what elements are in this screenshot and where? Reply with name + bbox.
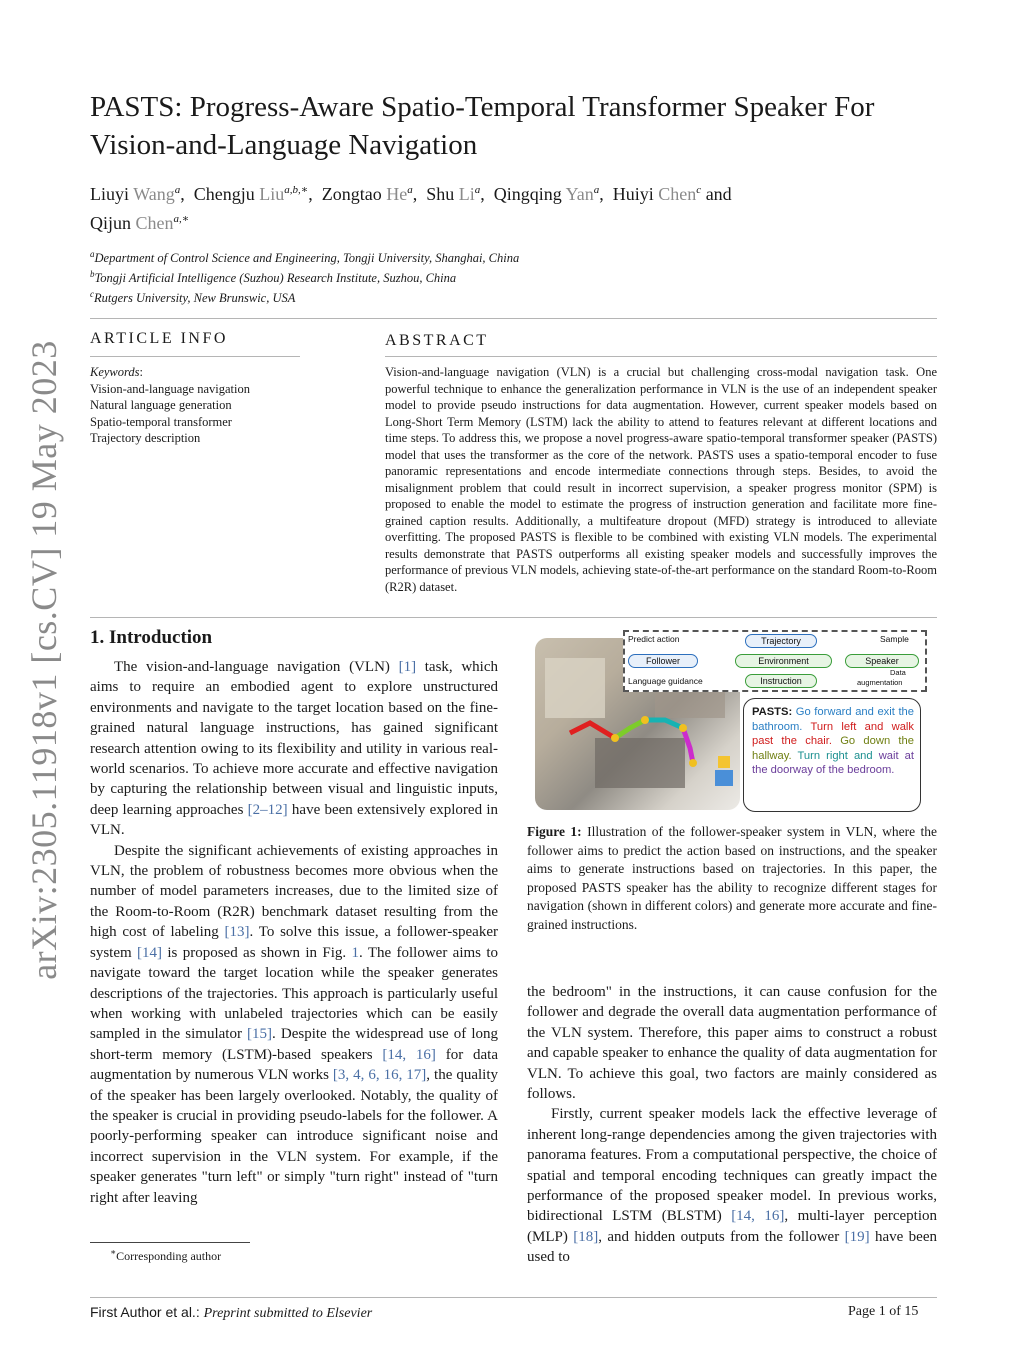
citation-link[interactable]: [1] — [398, 659, 417, 675]
citation-link[interactable]: [19] — [844, 1228, 870, 1245]
keyword: Natural language generation — [90, 398, 232, 412]
affiliation: $^b$Tongji Artificial Intelligence (Suzhou) Research Institute, Suzhou, China — [90, 269, 457, 286]
paragraph: Despite the significant achievements of existing approaches in VLN, the problem of robustness becomes more obvious when the number of model parameters increases, due to the limited size of the Room-to-Room (R2R) benchmark dataset resulting from the high cost of labeling [13]. To solve this issue, a follower-speaker system [14] is proposed as shown in Fig. 1. The follower aims to navigate toward the target location while the speaker generates descriptions of the trajectories. This approach is particularly useful when working with unlabeled trajectories which can be easily sampled in the simulator [15]. Despite the widespread use of long short-term memory (LSTM)-based speakers [14, 16] for data augmentation by numerous VLN works [3, 4, 6, 16, 17], the quality of the speaker has been largely overlooked. Notably, the quality of the speaker is crucial in providing pseudo-labels for the follower. A poorly-performing speaker can introduce significant noise and incorrect supervision in the VLN system. For example, if the speaker generates "turn left" or simply "turn right" instead of "turn right after leaving — [90, 842, 499, 1206]
figure-link[interactable]: 1 — [351, 944, 360, 961]
node-trajectory: Trajectory — [745, 634, 817, 648]
section-title: 1. Introduction — [90, 627, 213, 648]
follower-speaker-diagram — [623, 630, 927, 692]
citation-link[interactable]: [2–12] — [247, 801, 288, 818]
node-speaker: Speaker — [845, 654, 919, 668]
paragraph: the bedroom" in the instructions, it can cause confusion for the follower and degrade the overall data augmentation performance of the VLN system. Therefore, this paper aims to construct a robust and capable speaker to enhance the quality of data augmentation for VLN. To achieve this goal, two factors are mainly considered as follows. — [527, 984, 937, 1103]
keyword: Trajectory description — [90, 431, 201, 445]
author: Zongtao He$^a$ — [321, 184, 413, 204]
author: Huiyi Chen$^c$ — [612, 184, 702, 204]
author: Chengju Liu$^{a,b,∗}$ — [193, 184, 309, 204]
citation-link[interactable]: [14] — [137, 944, 163, 961]
keyword: Vision-and-language navigation — [90, 381, 250, 396]
page-number: Page 1 of 15 — [848, 1304, 919, 1319]
citation-link[interactable]: [3, 4, 6, 16, 17] — [332, 1067, 427, 1084]
citation-link[interactable]: [14, 16] — [382, 1046, 436, 1063]
author: Liuyi Wang$^a$ — [90, 184, 181, 204]
label-predict-action: Predict action — [628, 634, 680, 644]
node-instruction: Instruction — [745, 674, 817, 688]
paragraph: The vision-and-language navigation (VLN) [1] task, which aims to require an embodied agent to explore unstructured environments and navigate to the target location based on the fine-grained natural language instructions, has gained significant research attention owing to its flexibility and utility in various real-world scenarios. To achieve more accurate and effective navigation by capturing the relationship between visual and linguistic inputs, deep learning approaches [2–12] have been extensively explored in VLN. — [90, 659, 498, 839]
generated-instruction: PASTS: Go forward and exit the bathroom. Turn left and walk past the chair. Go down the hallway. Turn right and wait at the doorway of the bedroom. — [752, 706, 915, 776]
figure-1 — [535, 628, 940, 811]
abstract-heading: ABSTRACT — [385, 332, 489, 349]
paper-title: PASTS: Progress-Aware Spatio-Temporal Transformer Speaker For Vision-and-Language Navigation — [90, 91, 875, 161]
divider — [90, 617, 937, 618]
citation-link[interactable]: [14, 16] — [731, 1208, 785, 1225]
affiliation: $^a$Department of Control Science and Engineering, Tongji University, Shanghai, China — [90, 249, 520, 266]
paragraph: Firstly, current speaker models lack the effective leverage of inherent long-range dependencies among the given trajectories with panorama features. From a computational perspective, the choice of spatial and temporal encoding techniques can greatly impact the performance of the proposed speaker model. In previous works, bidirectional LSTM (BLSTM) [14, 16], multi-layer perception (MLP) [18], and hidden outputs from the follower [19] have been used to — [527, 1106, 937, 1266]
body-column-right — [527, 982, 937, 1268]
speech-bubble — [743, 698, 921, 812]
citation-link[interactable]: [18] — [573, 1228, 599, 1245]
keyword: Spatio-temporal transformer — [90, 414, 232, 429]
citation-link[interactable]: [13] — [224, 924, 250, 941]
author: Shu Li$^a$ — [426, 184, 481, 204]
footer-left: First Author et al.: Preprint submitted to Elsevier — [90, 1304, 373, 1321]
label-sample: Sample — [880, 634, 909, 644]
footnote-rule — [90, 1242, 250, 1243]
divider — [90, 356, 300, 357]
footnote: ∗Corresponding author — [110, 1247, 222, 1263]
author-list: Liuyi Wang$^a$, Chengju Liu$^{a,b,∗}$, Zongtao He$^a$, Shu Li$^a$, Qingqing Yan$^a$, Huiyi Chen$^c$ and Qijun Chen$^{a,∗}$ — [90, 184, 732, 233]
abstract-text: Vision-and-language navigation (VLN) is a crucial but challenging cross-modal navigation task. One powerful technique to enhance the generalization performance in VLN is the use of an independent speaker model to provide pseudo instructions for data augmentation. However, current speaker models based on Long-Short Term Memory (LSTM) lack the ability to attend to features relevant at different locations and time steps. To address this, we propose a novel progress-aware spatio-temporal transformer speaker (PASTS) model that uses the transformer as the core of the network. PASTS uses a spatio-temporal encoder to fuse panoramic representations and encode intermediate connections through steps. Besides, to avoid the misalignment problem that could result in incorrect supervision, a speaker progress monitor (SPM) is proposed to enable the model to estimate the progress of instruction generation and facilitate more fine-grained caption results. Additionally, a multifeature dropout (MFD) strategy is introduced to alleviate overfitting. The proposed PASTS is flexible to be combined with existing VLN models. The experimental results demonstrate that PASTS outperforms all existing speaker models and successfully improves the performance of previous VLN models, achieving state-of-the-art performance on the standard Room-to-Room (R2R) dataset. — [385, 365, 937, 594]
keywords: Keywords: Vision-and-language navigation Natural language generation Spatio-temporal transformer Trajectory description — [90, 364, 300, 447]
node-environment: Environment — [735, 654, 832, 668]
label-augmentation: augmentation — [857, 678, 903, 687]
body-column-left — [90, 657, 498, 1208]
author: Qingqing Yan$^a$ — [493, 184, 600, 204]
figure-caption: Figure 1: Illustration of the follower-speaker system in VLN, where the follower aims to predict the action based on instructions, and the speaker aims to generate instructions based on trajectories. In this paper, the proposed PASTS speaker has the ability to recognize different stages for navigation (shown in different colors) and generate more accurate and fine-grained instructions. — [527, 824, 938, 932]
label-data: Data — [890, 668, 906, 677]
divider — [385, 356, 937, 357]
citation-link[interactable]: [15] — [247, 1026, 273, 1043]
author: Qijun Chen$^{a,∗}$ — [90, 213, 190, 233]
node-follower: Follower — [628, 654, 698, 668]
article-info-heading: ARTICLE INFO — [90, 330, 228, 347]
label-language-guidance: Language guidance — [628, 676, 703, 686]
divider — [90, 318, 937, 319]
divider — [90, 1297, 937, 1298]
affiliation: $^c$Rutgers University, New Brunswic, USA — [90, 289, 296, 306]
